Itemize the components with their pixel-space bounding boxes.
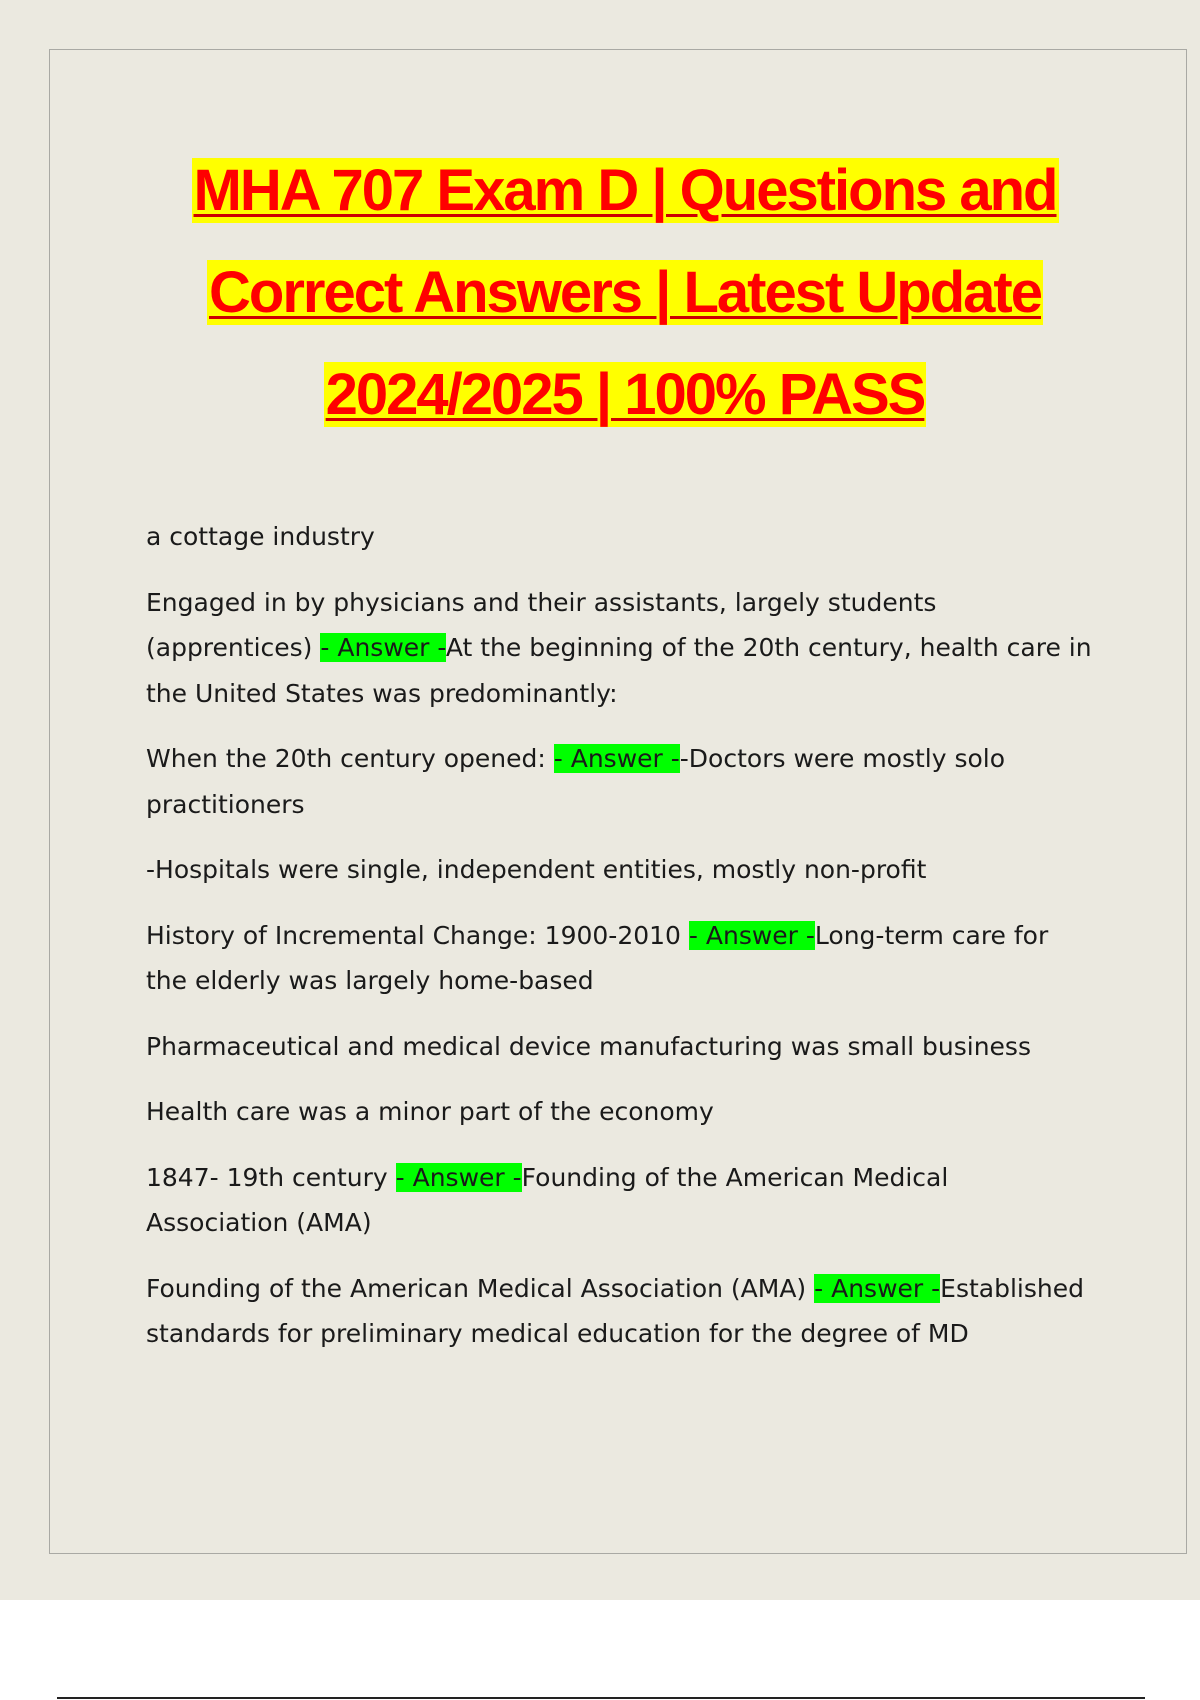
question-text: When the 20th century opened: bbox=[146, 744, 554, 773]
qa-paragraph-6 bbox=[146, 1024, 1096, 1070]
question-text: History of Incremental Change: 1900-2010 bbox=[146, 920, 689, 950]
title-line-3: 2024/2025 | 100% PASS bbox=[325, 362, 925, 427]
qa-paragraph-4 bbox=[146, 847, 1096, 893]
qa-paragraph-3 bbox=[146, 736, 1096, 827]
answer-marker: - Answer - bbox=[320, 633, 446, 662]
answer-text: Founding of the American Medical Association (AMA) bbox=[146, 1162, 949, 1237]
answer-marker: - Answer - bbox=[553, 744, 680, 773]
answer-marker: - Answer - bbox=[814, 1273, 941, 1303]
answer-text: At the beginning of the 20th century, health care in the United States was predominantly: bbox=[146, 633, 1092, 708]
qa-paragraph-7 bbox=[146, 1089, 1096, 1135]
answer-text: Long-term care for the elderly was largely home-based bbox=[146, 920, 1049, 995]
question-text: Engaged in by physicians and their assistants, largely students (apprentices) bbox=[146, 587, 937, 662]
answer-marker: - Answer - bbox=[688, 920, 815, 950]
qa-paragraph-1 bbox=[146, 514, 1096, 560]
answer-marker: - Answer - bbox=[395, 1162, 522, 1192]
title-line-2: Correct Answers | Latest Update bbox=[209, 260, 1041, 325]
answer-text: -Doctors were mostly solo practitioners bbox=[146, 744, 1006, 819]
question-text: 1847- 19th century bbox=[146, 1162, 396, 1192]
question-text: Health care was a minor part of the economy bbox=[146, 1097, 714, 1126]
question-text: -Hospitals were single, independent entities, mostly non-profit bbox=[146, 855, 927, 884]
question-text: Founding of the American Medical Association (AMA) bbox=[146, 1273, 815, 1303]
qa-paragraph-2 bbox=[146, 580, 1096, 717]
answer-text: Established standards for preliminary medical education for the degree of MD bbox=[146, 1273, 1084, 1348]
qa-paragraph-9 bbox=[146, 1266, 1096, 1357]
question-text: a cottage industry bbox=[146, 522, 375, 551]
document-body bbox=[146, 514, 1096, 1377]
qa-paragraph-5 bbox=[146, 913, 1096, 1004]
document-title bbox=[60, 140, 1190, 446]
question-text: Pharmaceutical and medical device manufacturing was small business bbox=[146, 1031, 1031, 1061]
title-line-1: MHA 707 Exam D | Questions and bbox=[193, 158, 1057, 223]
page-bottom-rule bbox=[57, 1697, 1145, 1699]
qa-paragraph-8 bbox=[146, 1155, 1096, 1246]
